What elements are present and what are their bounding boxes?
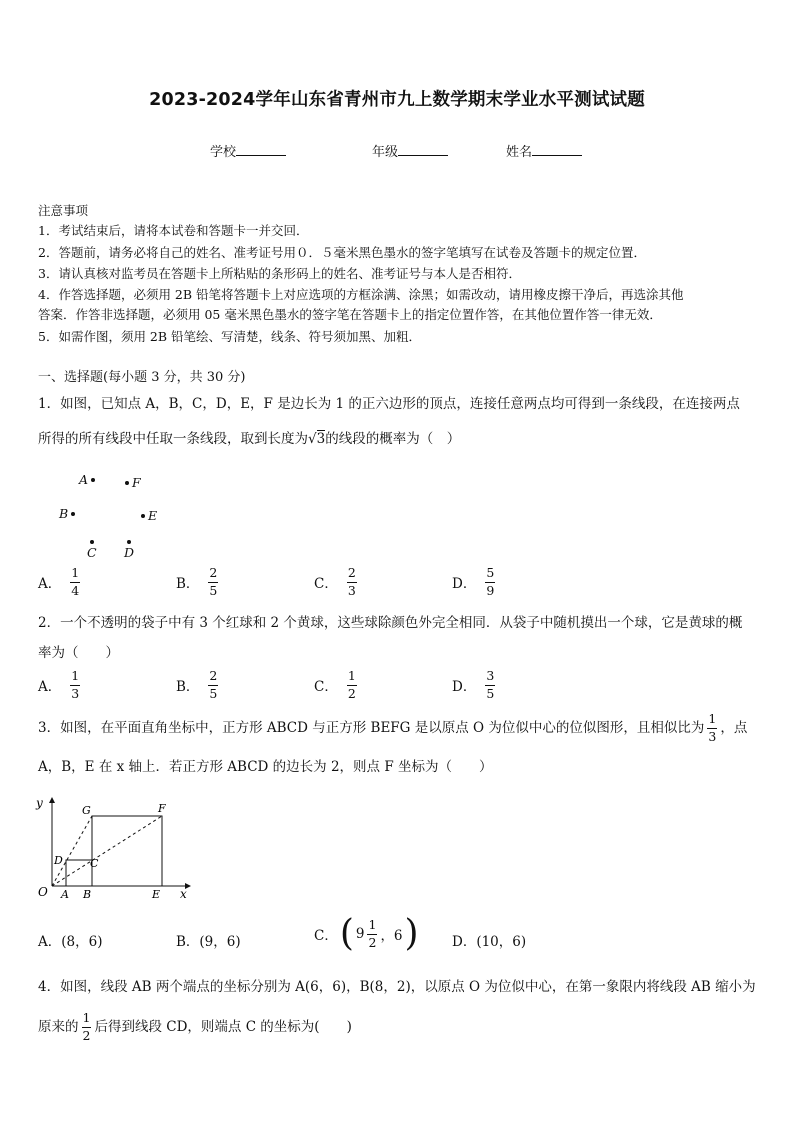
- q3-option-a[interactable]: A．(8，6): [38, 934, 103, 950]
- fraction: $\frac{1}{2}$: [347, 668, 356, 701]
- name-blank: [532, 143, 582, 156]
- section-heading: 一、选择题(每小题 3 分，共 30 分): [38, 370, 246, 385]
- fraction: $\frac{5}{9}$: [486, 565, 495, 598]
- left-paren: (: [339, 913, 354, 954]
- q3-line1: 3．如图，在平面直角坐标中，正方形 ABCD 与正方形 BEFG 是以原点 O 为位似中心的位似图形，且相似比为 $\frac{1}{3}$ ，点: [38, 711, 748, 744]
- label-y: y: [36, 796, 43, 810]
- q2-option-d[interactable]: D． $\frac{3}{5}$: [452, 668, 495, 701]
- grade-label: 年级: [372, 145, 399, 160]
- point-e: E: [141, 508, 157, 523]
- notice-item: 3．请认真核对监考员在答题卡上所粘贴的条形码上的姓名、准考证号与本人是否相符．: [38, 266, 521, 281]
- label-c: C: [90, 857, 99, 870]
- label-a: A: [61, 888, 69, 901]
- point-f: F: [125, 475, 141, 490]
- notice-item: 答案．作答非选择题，必须用 05 毫米黑色墨水的签字笔在答题卡上的指定位置作答，在其他位置作答一律无效．: [38, 307, 662, 322]
- notice-item: 4．作答选择题，必须用 2B 铅笔将答题卡上对应选项的方框涂满、涂黑；如需改动，请用橡皮擦干净后，再选涂其他: [38, 287, 684, 302]
- fraction: $\frac{3}{5}$: [486, 668, 495, 701]
- q3-option-c[interactable]: C． ( 9 $\frac{1}{2}$ ，6 ): [314, 913, 419, 954]
- notice-heading: 注意事项: [38, 203, 89, 218]
- square-befg: [92, 816, 162, 886]
- label-f: F: [158, 802, 166, 815]
- q1-option-d[interactable]: D． $\frac{5}{9}$: [452, 565, 495, 598]
- point-dot: [90, 540, 94, 544]
- label-e: E: [152, 888, 161, 901]
- fraction: $\frac{2}{5}$: [209, 668, 218, 701]
- q2-option-b[interactable]: B． $\frac{2}{5}$: [176, 668, 218, 701]
- fraction: $\frac{1}{3}$: [71, 668, 80, 701]
- q3-option-d[interactable]: D．(10，6): [452, 934, 527, 950]
- q4-line2: 原来的 $\frac{1}{2}$ 后得到线段 CD，则端点 C 的坐标为( ): [38, 1010, 352, 1043]
- label-b: B: [83, 888, 92, 901]
- dashed-line-of: [52, 816, 162, 886]
- label-d: D: [54, 854, 63, 867]
- label-o: O: [38, 885, 48, 899]
- sqrt-expression: √3: [308, 431, 326, 447]
- point-c: C: [87, 540, 97, 560]
- point-b: B: [59, 506, 75, 521]
- fraction: $\frac{1}{2}$: [82, 1010, 91, 1043]
- q4-line1: 4．如图，线段 AB 两个端点的坐标分别为 A(6，6)，B(8，2)，以原点 O 为位似中心，在第一象限内将线段 AB 缩小为: [38, 979, 756, 995]
- point-dot: [141, 514, 145, 518]
- dashed-line-og: [52, 816, 92, 886]
- q1-line2: [38, 430, 460, 448]
- fraction: $\frac{1}{2}$: [368, 917, 377, 950]
- school-label: 学校: [210, 145, 237, 160]
- grade-field: [372, 141, 448, 160]
- ratio-fraction: $\frac{1}{3}$: [708, 711, 717, 744]
- notice-item: 5．如需作图，须用 2B 铅笔绘、写清楚，线条、符号须加黑、加粗．: [38, 329, 422, 344]
- q1-option-a[interactable]: A． $\frac{1}{4}$: [38, 565, 80, 598]
- q1-text-a: 所得的所有线段中任取一条线段，取到长度为: [38, 431, 308, 447]
- fraction: $\frac{1}{4}$: [71, 565, 80, 598]
- fraction: $\frac{2}{5}$: [209, 565, 218, 598]
- right-paren: ): [404, 913, 419, 954]
- notice-item: 1．考试结束后，请将本试卷和答题卡一并交回．: [38, 223, 309, 238]
- hexagon-figure: [55, 470, 185, 570]
- point-d: D: [124, 540, 134, 560]
- name-label: 姓名: [506, 145, 533, 160]
- coordinate-figure: [30, 790, 200, 902]
- school-field: [210, 141, 286, 160]
- point-dot: [125, 481, 129, 485]
- q3-line2: A，B，E 在 x 轴上．若正方形 ABCD 的边长为 2，则点 F 坐标为（ ）: [38, 759, 493, 775]
- school-blank: [236, 143, 286, 156]
- q1-option-c[interactable]: C． $\frac{2}{3}$: [314, 565, 356, 598]
- q2-line2: 率为（ ）: [38, 645, 119, 661]
- label-g: G: [82, 804, 91, 817]
- point-dot: [91, 478, 95, 482]
- fraction: $\frac{2}{3}$: [347, 565, 356, 598]
- q2-line1: 2．一个不透明的袋子中有 3 个红球和 2 个黄球，这些球除颜色外完全相同．从袋子中随机摸出一个球，它是黄球的概: [38, 615, 743, 631]
- q2-option-c[interactable]: C． $\frac{1}{2}$: [314, 668, 356, 701]
- q1-option-b[interactable]: B． $\frac{2}{5}$: [176, 565, 218, 598]
- square-abcd: [66, 860, 92, 886]
- sqrt-argument: 3: [316, 431, 326, 447]
- q1-line1: 1．如图，已知点 A，B，C，D，E，F 是边长为 1 的正六边形的顶点，连接任意两点均可得到一条线段，在连接两点: [38, 396, 740, 412]
- point-dot: [127, 540, 131, 544]
- label-x: x: [180, 887, 187, 901]
- point-a: A: [79, 472, 95, 487]
- name-field: [506, 141, 582, 160]
- grade-blank: [398, 143, 448, 156]
- q3-option-b[interactable]: B．(9，6): [176, 934, 241, 950]
- q2-option-a[interactable]: A． $\frac{1}{3}$: [38, 668, 80, 701]
- point-dot: [71, 512, 75, 516]
- notice-item: 2．答题前，请务必将自己的姓名、准考证号用０．５毫米黑色墨水的签字笔填写在试卷及答题卡的规定位置．: [38, 245, 646, 260]
- q1-text-b: 的线段的概率为（ ）: [325, 431, 461, 447]
- page-title: 2023-2024学年山东省青州市九上数学期末学业水平测试试题: [149, 90, 645, 110]
